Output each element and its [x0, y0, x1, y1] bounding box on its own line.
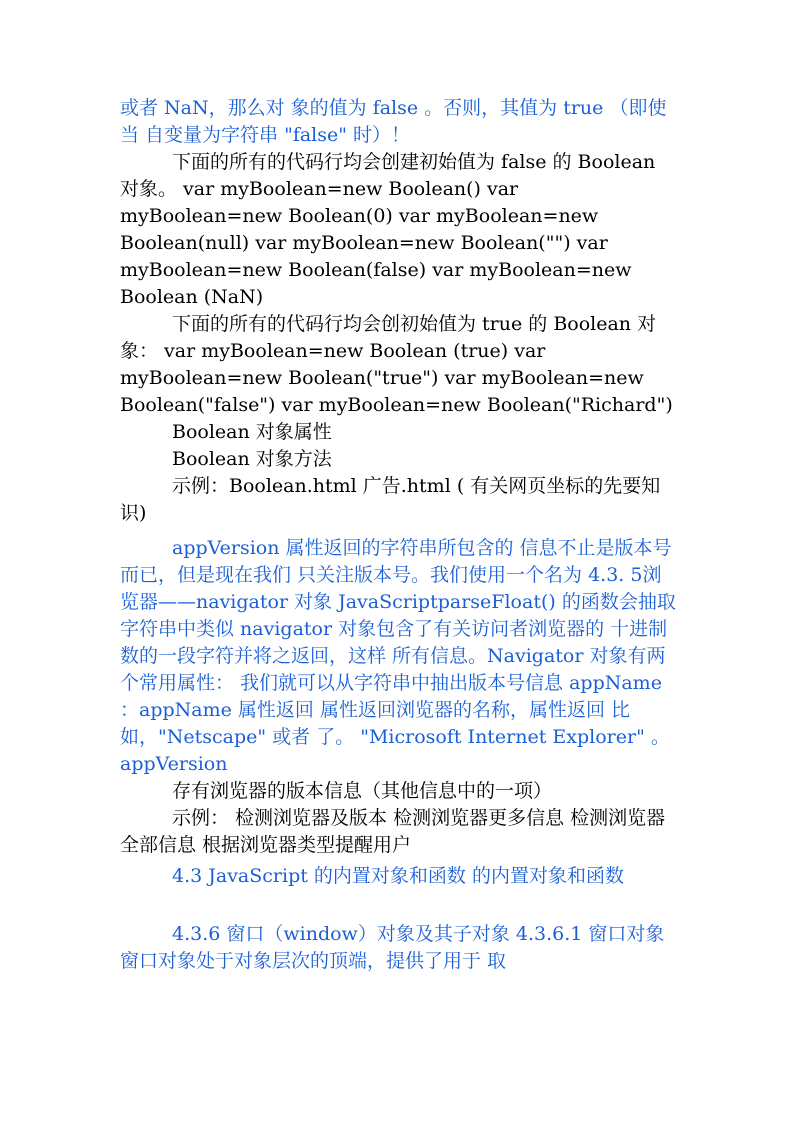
- heading-window-object[interactable]: 4.3.6 窗口（window）对象及其子对象 4.3.6.1 窗口对象 窗口对象处于对象层次的顶端，提供了用于 取: [120, 923, 665, 972]
- document-body: [120, 95, 680, 975]
- paragraph-browser-examples: 示例： 检测浏览器及版本 检测浏览器更多信息 检测浏览器全部信息 根据浏览器类型提醒用户: [120, 807, 666, 856]
- paragraph-true-boolean-examples: 下面的所有的代码行均会创初始值为 true 的 Boolean 对象： var myBoolean=new Boolean (true) var myBoolean=new Boolean("true") var myBoolean=new Boolean("false") var myBoolean=new Boolean("Richard"): [120, 313, 673, 416]
- paragraph-navigator: appVersion 属性返回的字符串所包含的 信息不止是版本号而已，但是现在我们 只关注版本号。我们使用一个名为 4.3. 5浏览器——navigator 对象 JavaScriptparseFloat() 的函数会抽取字符串中类似 navigator 对象包含了有关访问者浏览器的 十进制数的一段字符并将之返回，这样 所有信息。Navigator 对象有两个常用属性： 我们就可以从字符串中抽出版本号信息 appName ：appName 属性返回 属性返回浏览器的名称，属性返回 比如，"Netscape" 或者 了。 "Microsoft Internet Explorer" 。 appVersion: [120, 537, 676, 775]
- paragraph-false-boolean-examples: 下面的所有的代码行均会创建初始值为 false 的 Boolean 对象。 var myBoolean=new Boolean() var myBoolean=new Boolean(0) var myBoolean=new Boolean(null) var myBoolean=new Boolean("") var myBoolean=new Boolean(false) var myBoolean=new Boolean (NaN): [120, 151, 656, 308]
- link-boolean-methods[interactable]: Boolean 对象方法: [172, 448, 332, 470]
- paragraph-boolean-example: 示例：Boolean.html 广告.html ( 有关网页坐标的先要知识): [120, 475, 661, 524]
- link-boolean-properties[interactable]: Boolean 对象属性: [172, 421, 332, 443]
- paragraph-appversion-info: 存有浏览器的版本信息（其他信息中的一项）: [172, 780, 553, 802]
- heading-builtin-objects[interactable]: 4.3 JavaScript 的内置对象和函数 的内置对象和函数: [172, 865, 624, 887]
- paragraph-boolean-conversion: 或者 NaN，那么对 象的值为 false 。否则，其值为 true （即使当 自变量为字符串 "false" 时）！: [120, 97, 667, 146]
